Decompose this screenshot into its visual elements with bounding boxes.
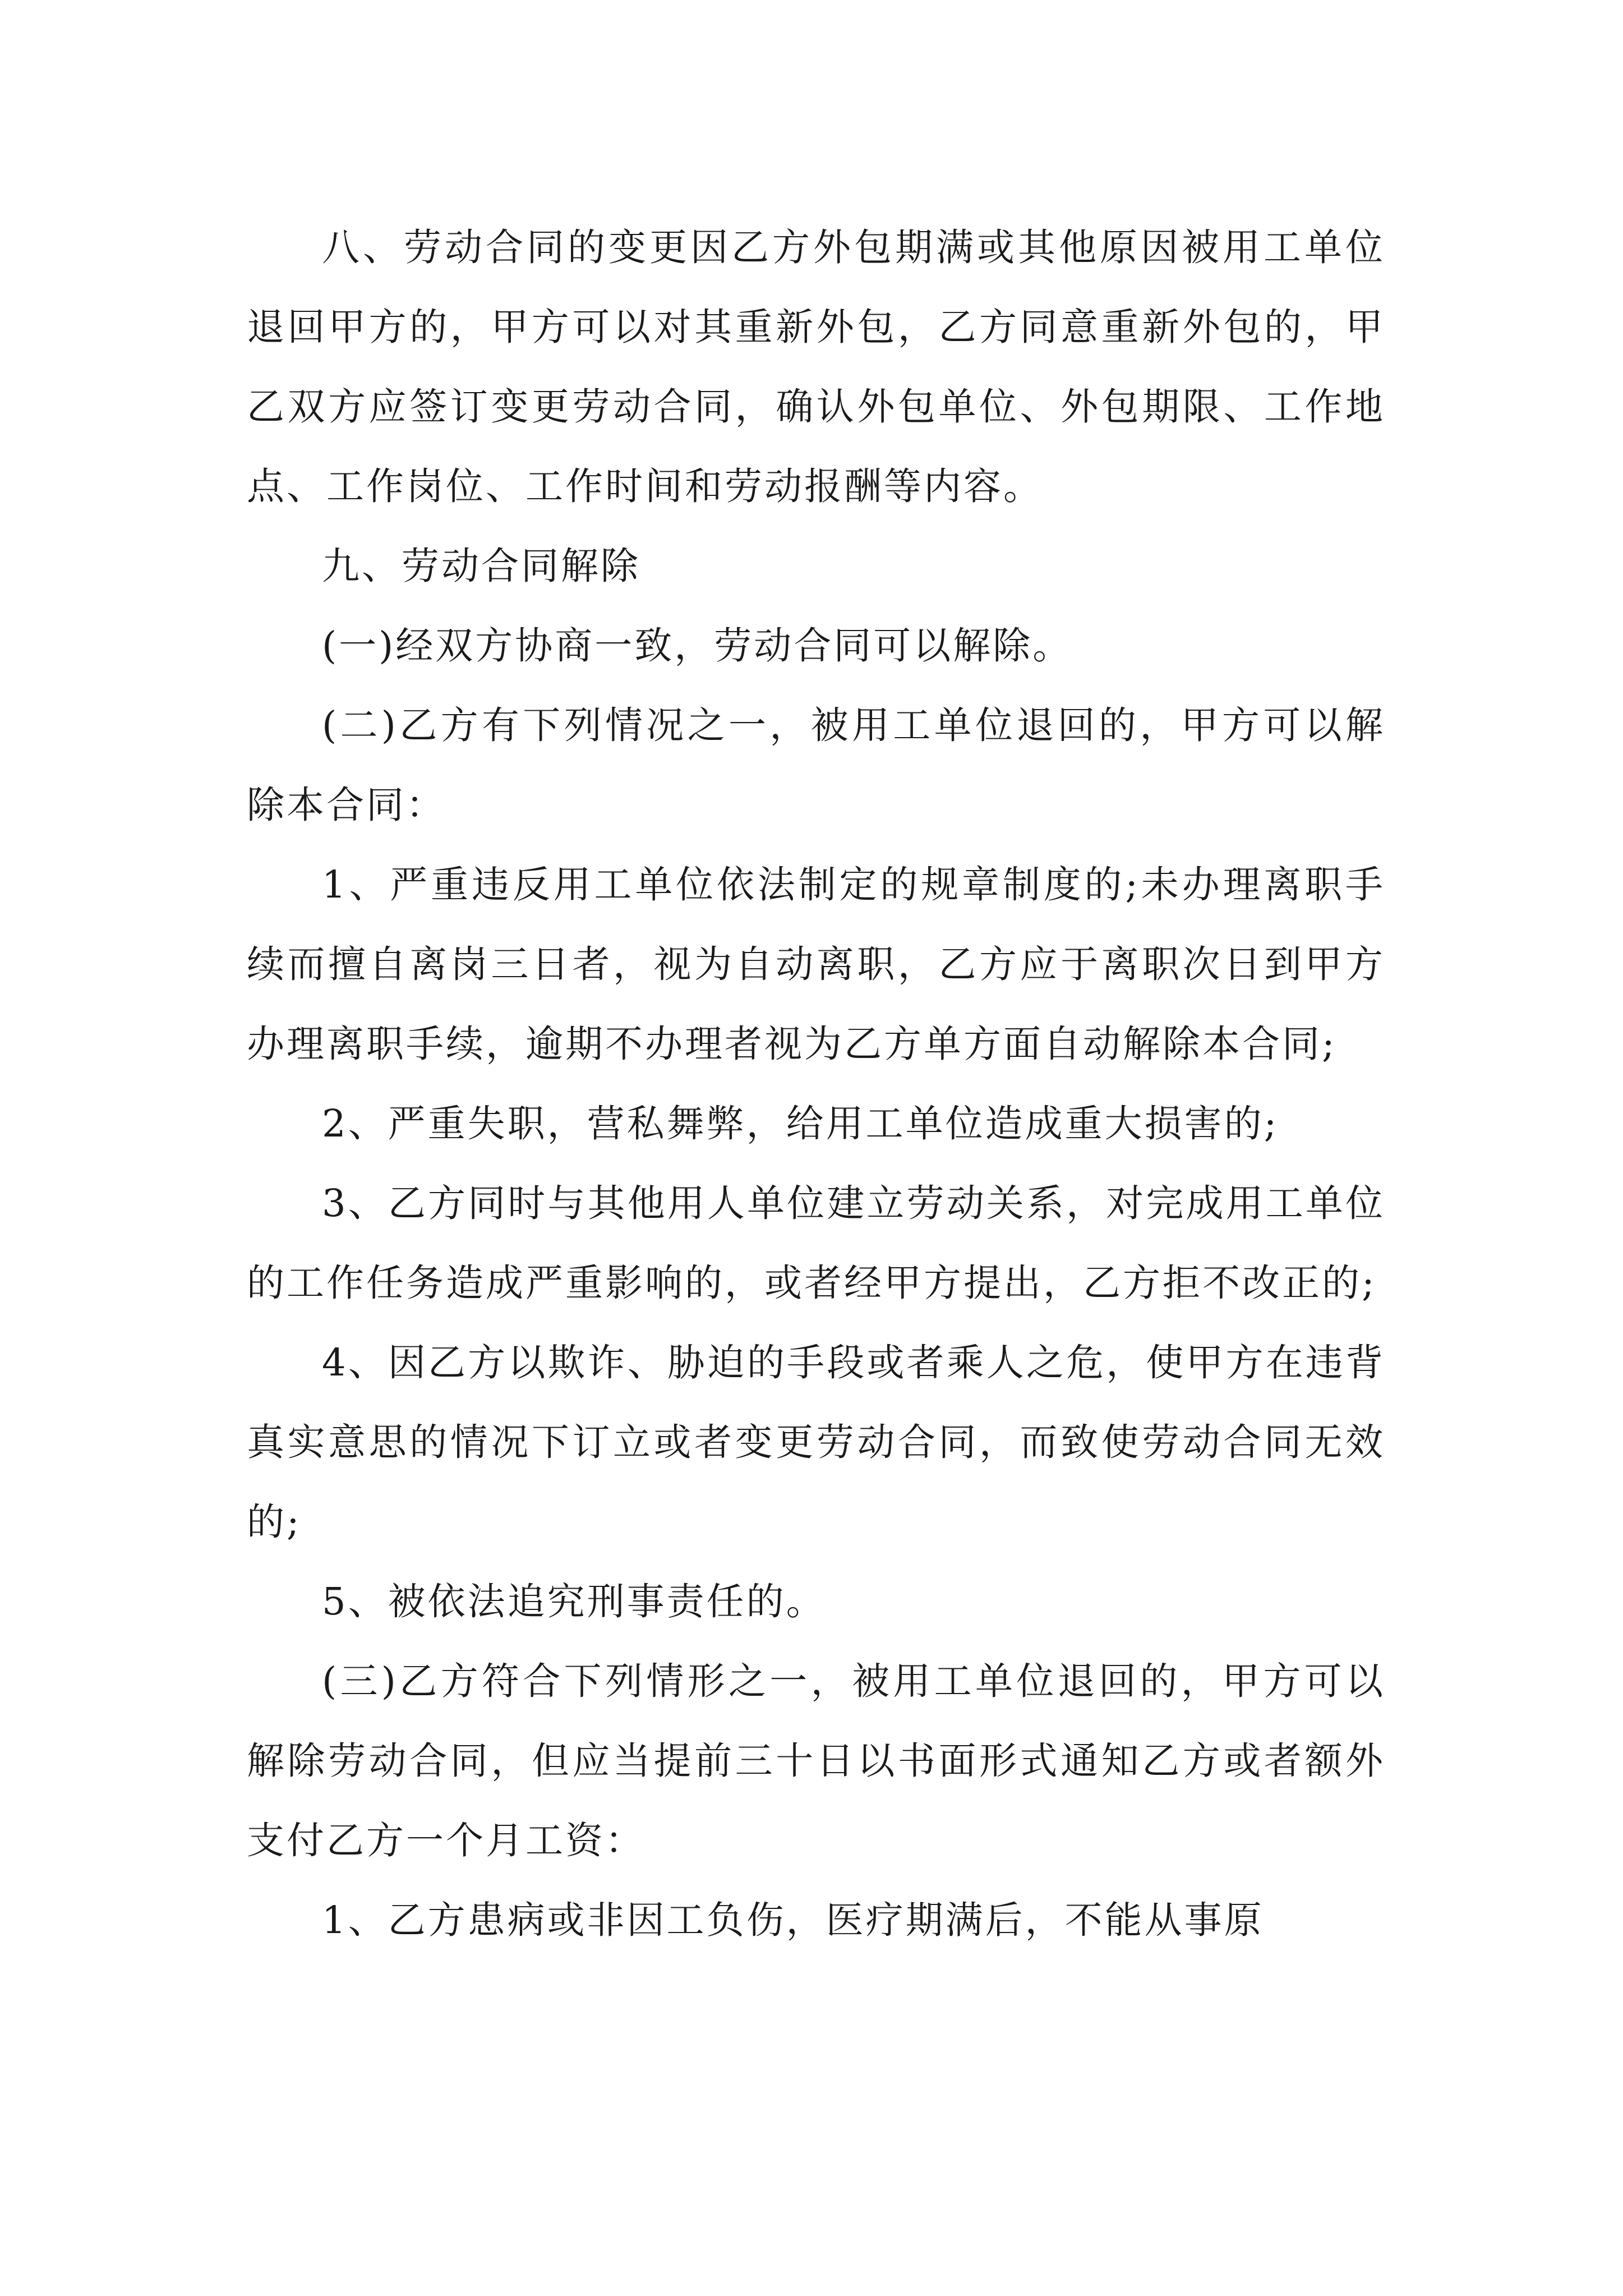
paragraph-clause-3: (三)乙方符合下列情形之一，被用工单位退回的，甲方可以解除劳动合同，但应当提前三十日以书面形式通知乙方或者额外支付乙方一个月工资： <box>247 1659 1385 1862</box>
paragraph-section-9-heading: 九、劳动合同解除 <box>322 544 640 588</box>
paragraph-clause-1: (一)经双方协商一致，劳动合同可以解除。 <box>322 624 1073 668</box>
document-body <box>247 208 1385 1960</box>
paragraph-clause-3-item-1: 1、乙方患病或非因工负伤，医疗期满后，不能从事原 <box>322 1898 1264 1942</box>
paragraph-section-8: 八、劳动合同的变更因乙方外包期满或其他原因被用工单位退回甲方的，甲方可以对其重新外包，乙方同意重新外包的，甲乙双方应签订变更劳动合同，确认外包单位、外包期限、工作地点、工作岗位、工作时间和劳动报酬等内容。 <box>247 226 1385 508</box>
paragraph-clause-2-item-5: 5、被依法追究刑事责任的。 <box>322 1580 826 1623</box>
paragraph-clause-2-item-3: 3、乙方同时与其他用人单位建立劳动关系，对完成用工单位的工作任务造成严重影响的，或者经甲方提出，乙方拒不改正的; <box>247 1181 1385 1305</box>
paragraph-clause-2-item-4: 4、因乙方以欺诈、胁迫的手段或者乘人之危，使甲方在违背真实意思的情况下订立或者变更劳动合同，而致使劳动合同无效的; <box>247 1341 1385 1544</box>
paragraph-clause-2: (二)乙方有下列情况之一，被用工单位退回的，甲方可以解除本合同： <box>247 703 1385 827</box>
paragraph-clause-2-item-1: 1、严重违反用工单位依法制定的规章制度的;未办理离职手续而擅自离岗三日者，视为自动离职，乙方应于离职次日到甲方办理离职手续，逾期不办理者视为乙方单方面自动解除本合同; <box>247 863 1385 1066</box>
paragraph-clause-2-item-2: 2、严重失职，营私舞弊，给用工单位造成重大损害的; <box>322 1102 1279 1145</box>
